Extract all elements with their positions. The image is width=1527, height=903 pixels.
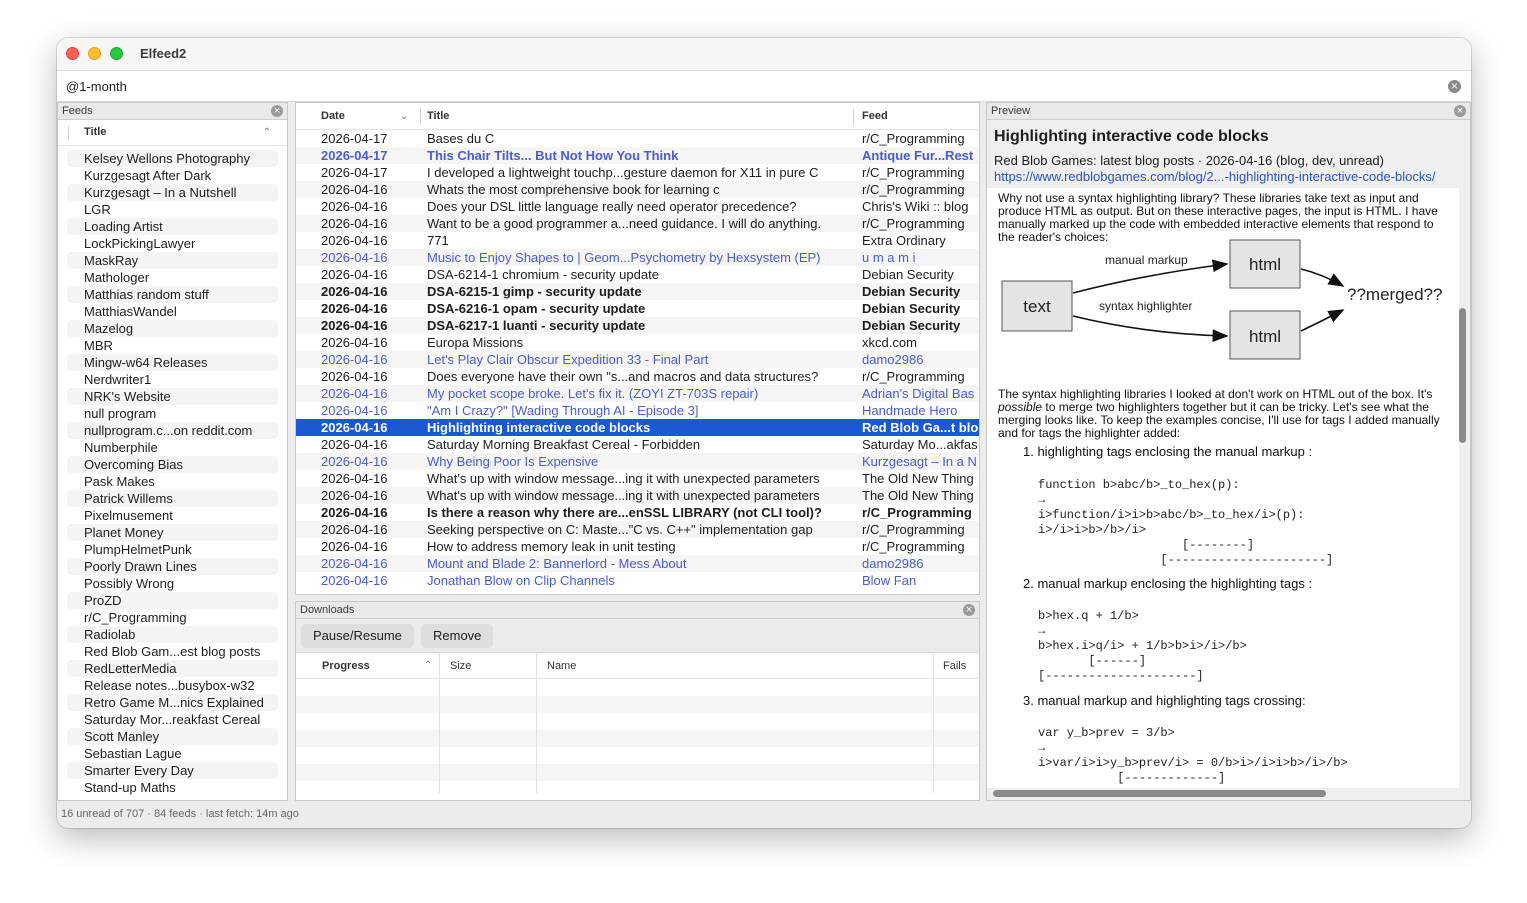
downloads-header-label: Downloads [300, 604, 355, 616]
entry-row[interactable] [296, 147, 979, 164]
status-bar: 16 unread of 707 · 84 feeds · last fetch: 14m ago [61, 808, 299, 820]
entry-date: 2026-04-16 [321, 352, 388, 367]
feed-item[interactable]: Kelsey Wellons Photography [67, 150, 278, 167]
entry-row[interactable] [296, 283, 979, 300]
remove-button[interactable]: Remove [421, 624, 493, 648]
article-content [987, 188, 1459, 788]
column-divider [536, 653, 537, 793]
feed-item[interactable]: MaskRay [67, 252, 278, 269]
entry-date: 2026-04-16 [321, 522, 388, 537]
fails-column-header[interactable]: Fails [943, 660, 967, 672]
entry-row[interactable] [296, 181, 979, 198]
entry-date: 2026-04-16 [321, 437, 388, 452]
feed-item[interactable]: Mingw-w64 Releases [67, 354, 278, 371]
entry-feed: Chris's Wiki :: blog [862, 199, 969, 214]
entry-feed: damo2986 [862, 352, 924, 367]
entry-feed: damo2986 [862, 556, 924, 571]
column-divider [853, 108, 854, 125]
feed-item[interactable]: MBR [84, 338, 113, 353]
feeds-column-header[interactable] [58, 120, 287, 146]
entry-row[interactable] [296, 334, 979, 351]
entry-row[interactable] [296, 266, 979, 283]
entry-date: 2026-04-16 [321, 403, 388, 418]
entry-date: 2026-04-16 [321, 539, 388, 554]
pause-resume-button[interactable]: Pause/Resume [301, 624, 414, 648]
title-bar [57, 38, 1471, 70]
edge-label-syntax: syntax highlighter [1099, 299, 1193, 313]
entry-row[interactable] [296, 198, 979, 215]
entry-title: Music to Enjoy Shapes to | Geom...Psychometry by Hexsystem (EP) [427, 250, 821, 265]
entry-date: 2026-04-16 [321, 556, 388, 571]
entry-title: What's up with window message...ing it with unexpected parameters [427, 471, 820, 486]
entry-date: 2026-04-16 [321, 420, 388, 435]
preview-header-label: Preview [991, 105, 1031, 117]
article-link[interactable]: https://www.redblobgames.com/blog/2...-highlighting-interactive-code-blocks/ [994, 169, 1436, 184]
feed-item[interactable]: ProZD [67, 592, 278, 609]
feed-item[interactable]: Planet Money [67, 524, 278, 541]
feed-item[interactable]: Mathologer [84, 270, 150, 285]
edge-html-bottom-to-merged [1301, 310, 1343, 331]
entry-row[interactable] [296, 232, 979, 249]
entry-feed: r/C_Programming [862, 539, 965, 554]
feeds-list [58, 146, 287, 796]
entry-date: 2026-04-16 [321, 301, 388, 316]
entry-date: 2026-04-16 [321, 488, 388, 503]
feed-item[interactable]: Retro Game M...nics Explained [67, 694, 278, 711]
downloads-list [296, 679, 979, 798]
entry-row[interactable] [296, 130, 979, 147]
entry-title: DSA-6217-1 luanti - security update [427, 318, 646, 333]
entry-title: Bases du C [427, 131, 495, 146]
feed-item[interactable]: Red Blob Gam...est blog posts [84, 644, 261, 659]
entry-date: 2026-04-16 [321, 505, 388, 520]
entry-title: Saturday Morning Breakfast Cereal - Forbidden [427, 437, 701, 452]
download-row [296, 679, 979, 696]
downloads-column-header [296, 653, 979, 679]
entry-date: 2026-04-16 [321, 573, 388, 588]
entry-row[interactable] [296, 164, 979, 181]
entry-feed: Adrian's Digital Bas [862, 386, 975, 401]
paragraph-text: The syntax highlighting libraries I looked at don't work on HTML out of the box. It's [998, 387, 1433, 401]
entry-date: 2026-04-16 [321, 454, 388, 469]
entry-title: I developed a lightweight touchp...gesture daemon for X11 in pure C [427, 165, 819, 180]
entry-row[interactable] [296, 555, 979, 572]
entry-title: Why Being Poor Is Expensive [427, 454, 599, 469]
entry-feed: r/C_Programming [862, 131, 965, 146]
entry-feed: r/C_Programming [862, 216, 965, 231]
feed-item[interactable]: Release notes...busybox-w32 [84, 678, 255, 693]
entry-feed: The Old New Thing [862, 488, 974, 503]
entry-feed: xkcd.com [862, 335, 917, 350]
feed-item[interactable]: Possibly Wrong [84, 576, 175, 591]
entry-feed: r/C_Programming [862, 522, 965, 537]
feed-column-header[interactable]: Feed [862, 110, 888, 122]
article-title: Highlighting interactive code blocks [994, 128, 1269, 145]
download-row [296, 713, 979, 730]
download-row [296, 696, 979, 713]
article-meta: Red Blob Games: latest blog posts · 2026-04-16 (blog, dev, unread) [994, 153, 1384, 168]
entry-date: 2026-04-16 [321, 335, 388, 350]
feed-item[interactable]: Nerdwriter1 [84, 372, 152, 387]
article-paragraph [998, 388, 1450, 440]
feed-item[interactable]: Matthias random stuff [67, 286, 278, 303]
merged-label: ??merged?? [1347, 285, 1443, 304]
title-column-label: Title [84, 126, 107, 138]
download-row [296, 764, 979, 781]
entry-title: Is there a reason why there are...enSSL LIBRARY (not CLI tool)? [427, 505, 822, 520]
column-divider [933, 653, 934, 793]
feed-item[interactable]: Numberphile [84, 440, 158, 455]
entry-feed: Antique Fur...Rest [862, 148, 974, 163]
entry-title: Seeking perspective on C: Maste..."C vs. C++" implementation gap [427, 522, 813, 537]
entry-date: 2026-04-16 [321, 267, 388, 282]
entries-panel [295, 102, 980, 595]
entry-date: 2026-04-17 [321, 131, 388, 146]
entry-title: Let's Play Clair Obscur Expedition 33 - Final Part [427, 352, 709, 367]
entry-title: Does your DSL little language really need operator precedence? [427, 199, 797, 214]
entry-title: What's up with window message...ing it with unexpected parameters [427, 488, 820, 503]
entry-row[interactable] [296, 538, 979, 555]
entry-date: 2026-04-16 [321, 216, 388, 231]
entry-row[interactable] [296, 402, 979, 419]
merge-diagram [997, 236, 1459, 366]
sort-descending-icon: ⌄ [400, 111, 409, 122]
entry-feed: r/C_Programming [862, 505, 972, 520]
column-divider [68, 126, 69, 140]
html-node-bottom-label: html [1248, 327, 1282, 346]
entry-row[interactable] [296, 215, 979, 232]
entry-date: 2026-04-16 [321, 250, 388, 265]
entry-date: 2026-04-16 [321, 386, 388, 401]
entry-row[interactable] [296, 317, 979, 334]
entry-row[interactable] [296, 385, 979, 402]
entry-row[interactable] [296, 419, 979, 436]
entry-row[interactable] [296, 351, 979, 368]
entry-title: Europa Missions [427, 335, 524, 350]
entry-date: 2026-04-16 [321, 471, 388, 486]
window-title: Elfeed2 [140, 46, 187, 61]
text-node-label: text [1023, 297, 1051, 316]
entry-feed: Handmade Hero [862, 403, 958, 418]
entry-feed: r/C_Programming [862, 165, 965, 180]
entry-row[interactable] [296, 368, 979, 385]
feed-item[interactable]: Loading Artist [67, 218, 278, 235]
html-node-top-label: html [1248, 255, 1282, 274]
entry-title: DSA-6214-1 chromium - security update [427, 267, 659, 282]
feed-item[interactable]: nullprogram.c...on reddit.com [67, 422, 278, 439]
list-item: 1. highlighting tags enclosing the manual markup : [1023, 444, 1313, 459]
edge-label-manual: manual markup [1105, 253, 1188, 267]
sort-ascending-icon: ⌃ [424, 660, 433, 671]
close-downloads-icon[interactable]: × [963, 604, 975, 616]
zoom-window-button[interactable] [110, 47, 123, 60]
code-block: var y_b>prev = 3/b> → i>var/i>i>y_b>prev/i> = 0/b>i>/i>i>b>/i>/b> [-------------] [1038, 726, 1348, 785]
entry-row[interactable] [296, 249, 979, 266]
entry-feed: r/C_Programming [862, 182, 965, 197]
entry-title: "Am I Crazy?" [Wading Through AI - Episode 3] [427, 403, 699, 418]
entry-row[interactable] [296, 436, 979, 453]
entry-title: 771 [427, 233, 449, 248]
feeds-panel [57, 102, 288, 801]
app-window [57, 38, 1471, 828]
entry-date: 2026-04-16 [321, 199, 388, 214]
feed-item[interactable]: Pask Makes [84, 474, 155, 489]
entry-title: This Chair Tilts... But Not How You Think [427, 148, 679, 163]
feed-item[interactable]: Kurzgesagt After Dark [84, 168, 212, 183]
minimize-window-button[interactable] [88, 47, 101, 60]
entry-row[interactable] [296, 300, 979, 317]
entry-title: DSA-6216-1 opam - security update [427, 301, 646, 316]
entry-feed: Debian Security [862, 301, 961, 316]
entry-title: How to address memory leak in unit testing [427, 539, 676, 554]
feeds-header [58, 103, 287, 120]
column-divider [420, 108, 421, 125]
entry-title: Mount and Blade 2: Bannerlord - Mess About [427, 556, 687, 571]
entry-feed: Kurzgesagt – In a N [862, 454, 977, 469]
close-preview-icon[interactable]: × [1454, 105, 1466, 117]
preview-panel [986, 102, 1471, 801]
preview-header [987, 103, 1470, 120]
feed-item[interactable]: Pixelmusement [84, 508, 173, 523]
entry-feed: u m a m i [862, 250, 916, 265]
search-input[interactable]: @1-month [66, 79, 127, 94]
feed-item[interactable]: r/C_Programming [84, 610, 187, 625]
feeds-header-label: Feeds [62, 105, 93, 117]
feed-item[interactable]: null program [84, 406, 157, 421]
entries-list [296, 130, 979, 589]
feed-item[interactable]: Kurzgesagt – In a Nutshell [67, 184, 278, 201]
feed-item[interactable]: Patrick Willems [67, 490, 278, 507]
feed-item[interactable]: LockPickingLawyer [84, 236, 196, 251]
entry-feed: Debian Security [862, 318, 961, 333]
feed-item[interactable]: Stand-up Maths [84, 780, 176, 795]
paragraph-emphasis: possible [998, 400, 1043, 414]
entry-feed: Saturday Mo...akfas [862, 437, 978, 452]
entry-title: Highlighting interactive code blocks [427, 420, 651, 435]
entry-date: 2026-04-16 [321, 318, 388, 333]
vertical-scrollbar[interactable] [1459, 308, 1466, 443]
column-divider [439, 653, 440, 793]
horizontal-scrollbar[interactable] [993, 790, 1326, 797]
feed-item[interactable]: Saturday Mor...reakfast Cereal [84, 712, 261, 727]
entry-feed: The Old New Thing [862, 471, 974, 486]
entry-date: 2026-04-16 [321, 369, 388, 384]
close-window-button[interactable] [66, 47, 79, 60]
entry-date: 2026-04-16 [321, 233, 388, 248]
entry-title: DSA-6215-1 gimp - security update [427, 284, 642, 299]
entry-feed: Debian Security [862, 267, 954, 282]
entry-title: My pocket scope broke. Let's fix it. (ZOYI ZT-703S repair) [427, 386, 759, 401]
code-block: function b>abc/b>_to_hex(p): → i>function/i>i>b>abc/b>_to_hex/i>(p): i>/i>i>b>/b>/i> [--------] [----------------------] [1038, 478, 1334, 567]
article-paragraph: Why not use a syntax highlighting library? These libraries take text as input and produce HTML as output. But on these interactive pages, the input is HTML. I have manually marked up the code with embedded interactive elements that respond to the reader's choices: [998, 191, 1438, 244]
entry-title: Whats the most comprehensive book for learning c [427, 182, 720, 197]
entry-feed: Red Blob Ga...t blo [862, 420, 979, 435]
feed-item[interactable]: Overcoming Bias [67, 456, 278, 473]
download-row [296, 747, 979, 764]
sort-ascending-icon: ⌃ [262, 127, 271, 138]
feed-item[interactable]: Sebastian Lague [84, 746, 182, 761]
preview-body [987, 120, 1470, 801]
size-column-header[interactable]: Size [450, 660, 472, 672]
download-row [296, 781, 979, 798]
feed-item[interactable]: LGR [84, 202, 111, 217]
title-column-header[interactable]: Title [427, 110, 450, 122]
edge-text-to-html-bottom [1073, 316, 1227, 336]
entry-date: 2026-04-17 [321, 165, 388, 180]
entry-feed: Extra Ordinary [862, 233, 946, 248]
feed-item[interactable]: PlumpHelmetPunk [84, 542, 192, 557]
downloads-panel [295, 601, 980, 801]
entries-column-header [296, 103, 979, 130]
entry-date: 2026-04-16 [321, 182, 388, 197]
paragraph-text: to merge two highlighters together but it can be tricky. Let's see what the merging looks like. To keep the examples concise, I'll use for tags I added manually and for tags the highlighter added: [998, 400, 1440, 440]
feed-item[interactable]: MatthiasWandel [84, 304, 177, 319]
list-item: 3. manual markup and highlighting tags crossing: [1023, 693, 1306, 708]
downloads-toolbar [296, 619, 979, 653]
entry-row[interactable] [296, 453, 979, 470]
feed-item[interactable]: Poorly Drawn Lines [67, 558, 278, 575]
feed-item[interactable]: RedLetterMedia [67, 660, 278, 677]
entry-feed: Debian Security [862, 284, 961, 299]
search-bar [57, 70, 1471, 102]
entry-feed: Blow Fan [862, 573, 917, 588]
edge-text-to-html-top [1073, 264, 1227, 293]
entry-row[interactable] [296, 572, 979, 589]
entry-feed: r/C_Programming [862, 369, 965, 384]
progress-column-header[interactable]: Progress [322, 660, 370, 672]
date-column-header[interactable]: Date [321, 110, 345, 122]
feed-item[interactable]: Scott Manley [67, 728, 278, 745]
feed-item[interactable]: Smarter Every Day [67, 762, 278, 779]
entry-title: Does everyone have their own "s...and macros and data structures? [427, 369, 819, 384]
downloads-header [296, 602, 979, 619]
entry-title: Want to be a good programmer a...need guidance. I will do anything. [427, 216, 822, 231]
download-row [296, 730, 979, 747]
entry-date: 2026-04-17 [321, 148, 388, 163]
close-feeds-icon[interactable]: × [271, 105, 283, 117]
entry-row[interactable] [296, 470, 979, 487]
code-block: b>hex.q + 1/b> → b>hex.i>q/i> + 1/b>b>i>/i>/b> [------] [---------------------] [1038, 609, 1247, 683]
entry-row[interactable] [296, 504, 979, 521]
entry-date: 2026-04-16 [321, 284, 388, 299]
feed-item[interactable]: NRK's Website [67, 388, 278, 405]
feed-item[interactable]: Radiolab [67, 626, 278, 643]
entry-row[interactable] [296, 487, 979, 504]
edge-html-top-to-merged [1301, 269, 1343, 286]
list-item: 2. manual markup enclosing the highlighting tags : [1023, 576, 1313, 591]
name-column-header[interactable]: Name [547, 660, 577, 672]
entry-row[interactable] [296, 521, 979, 538]
clear-search-icon[interactable]: × [1448, 80, 1461, 93]
feed-item[interactable]: Mazelog [67, 320, 278, 337]
entry-title: Jonathan Blow on Clip Channels [427, 573, 615, 588]
